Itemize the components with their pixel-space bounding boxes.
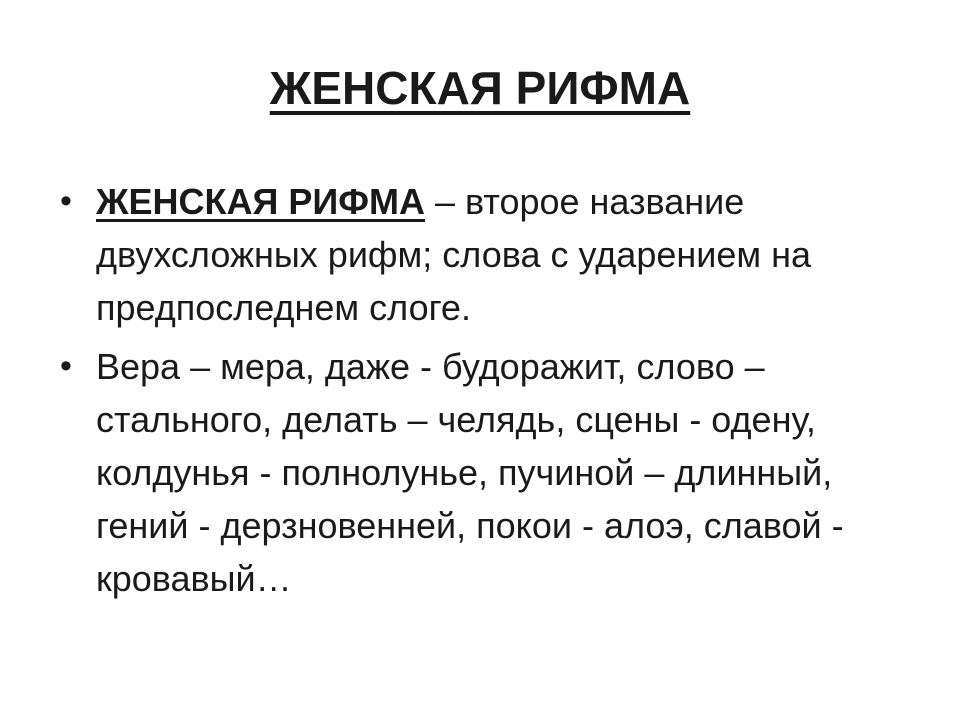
bullet-item-definition <box>60 175 920 334</box>
bullet-text: Вера – мера, даже - будоражит, слово – стального, делать – челядь, сцены - одену, колдунья - полнолунье, пучиной – длинный, гений - дерзновенней, покои - алоэ, славой - кровавый… <box>96 346 844 599</box>
bullet-text: – второе название двухсложных рифм; слова с ударением на предпоследнем слоге. <box>96 181 812 328</box>
bullet-term: ЖЕНСКАЯ РИФМА <box>96 181 425 222</box>
bullet-dot-icon: • <box>60 182 72 220</box>
bullet-item-examples <box>60 340 920 605</box>
slide-title <box>0 58 960 118</box>
bullet-list <box>60 175 920 611</box>
slide-title-text: ЖЕНСКАЯ РИФМА <box>269 62 691 114</box>
bullet-dot-icon: • <box>60 347 72 385</box>
